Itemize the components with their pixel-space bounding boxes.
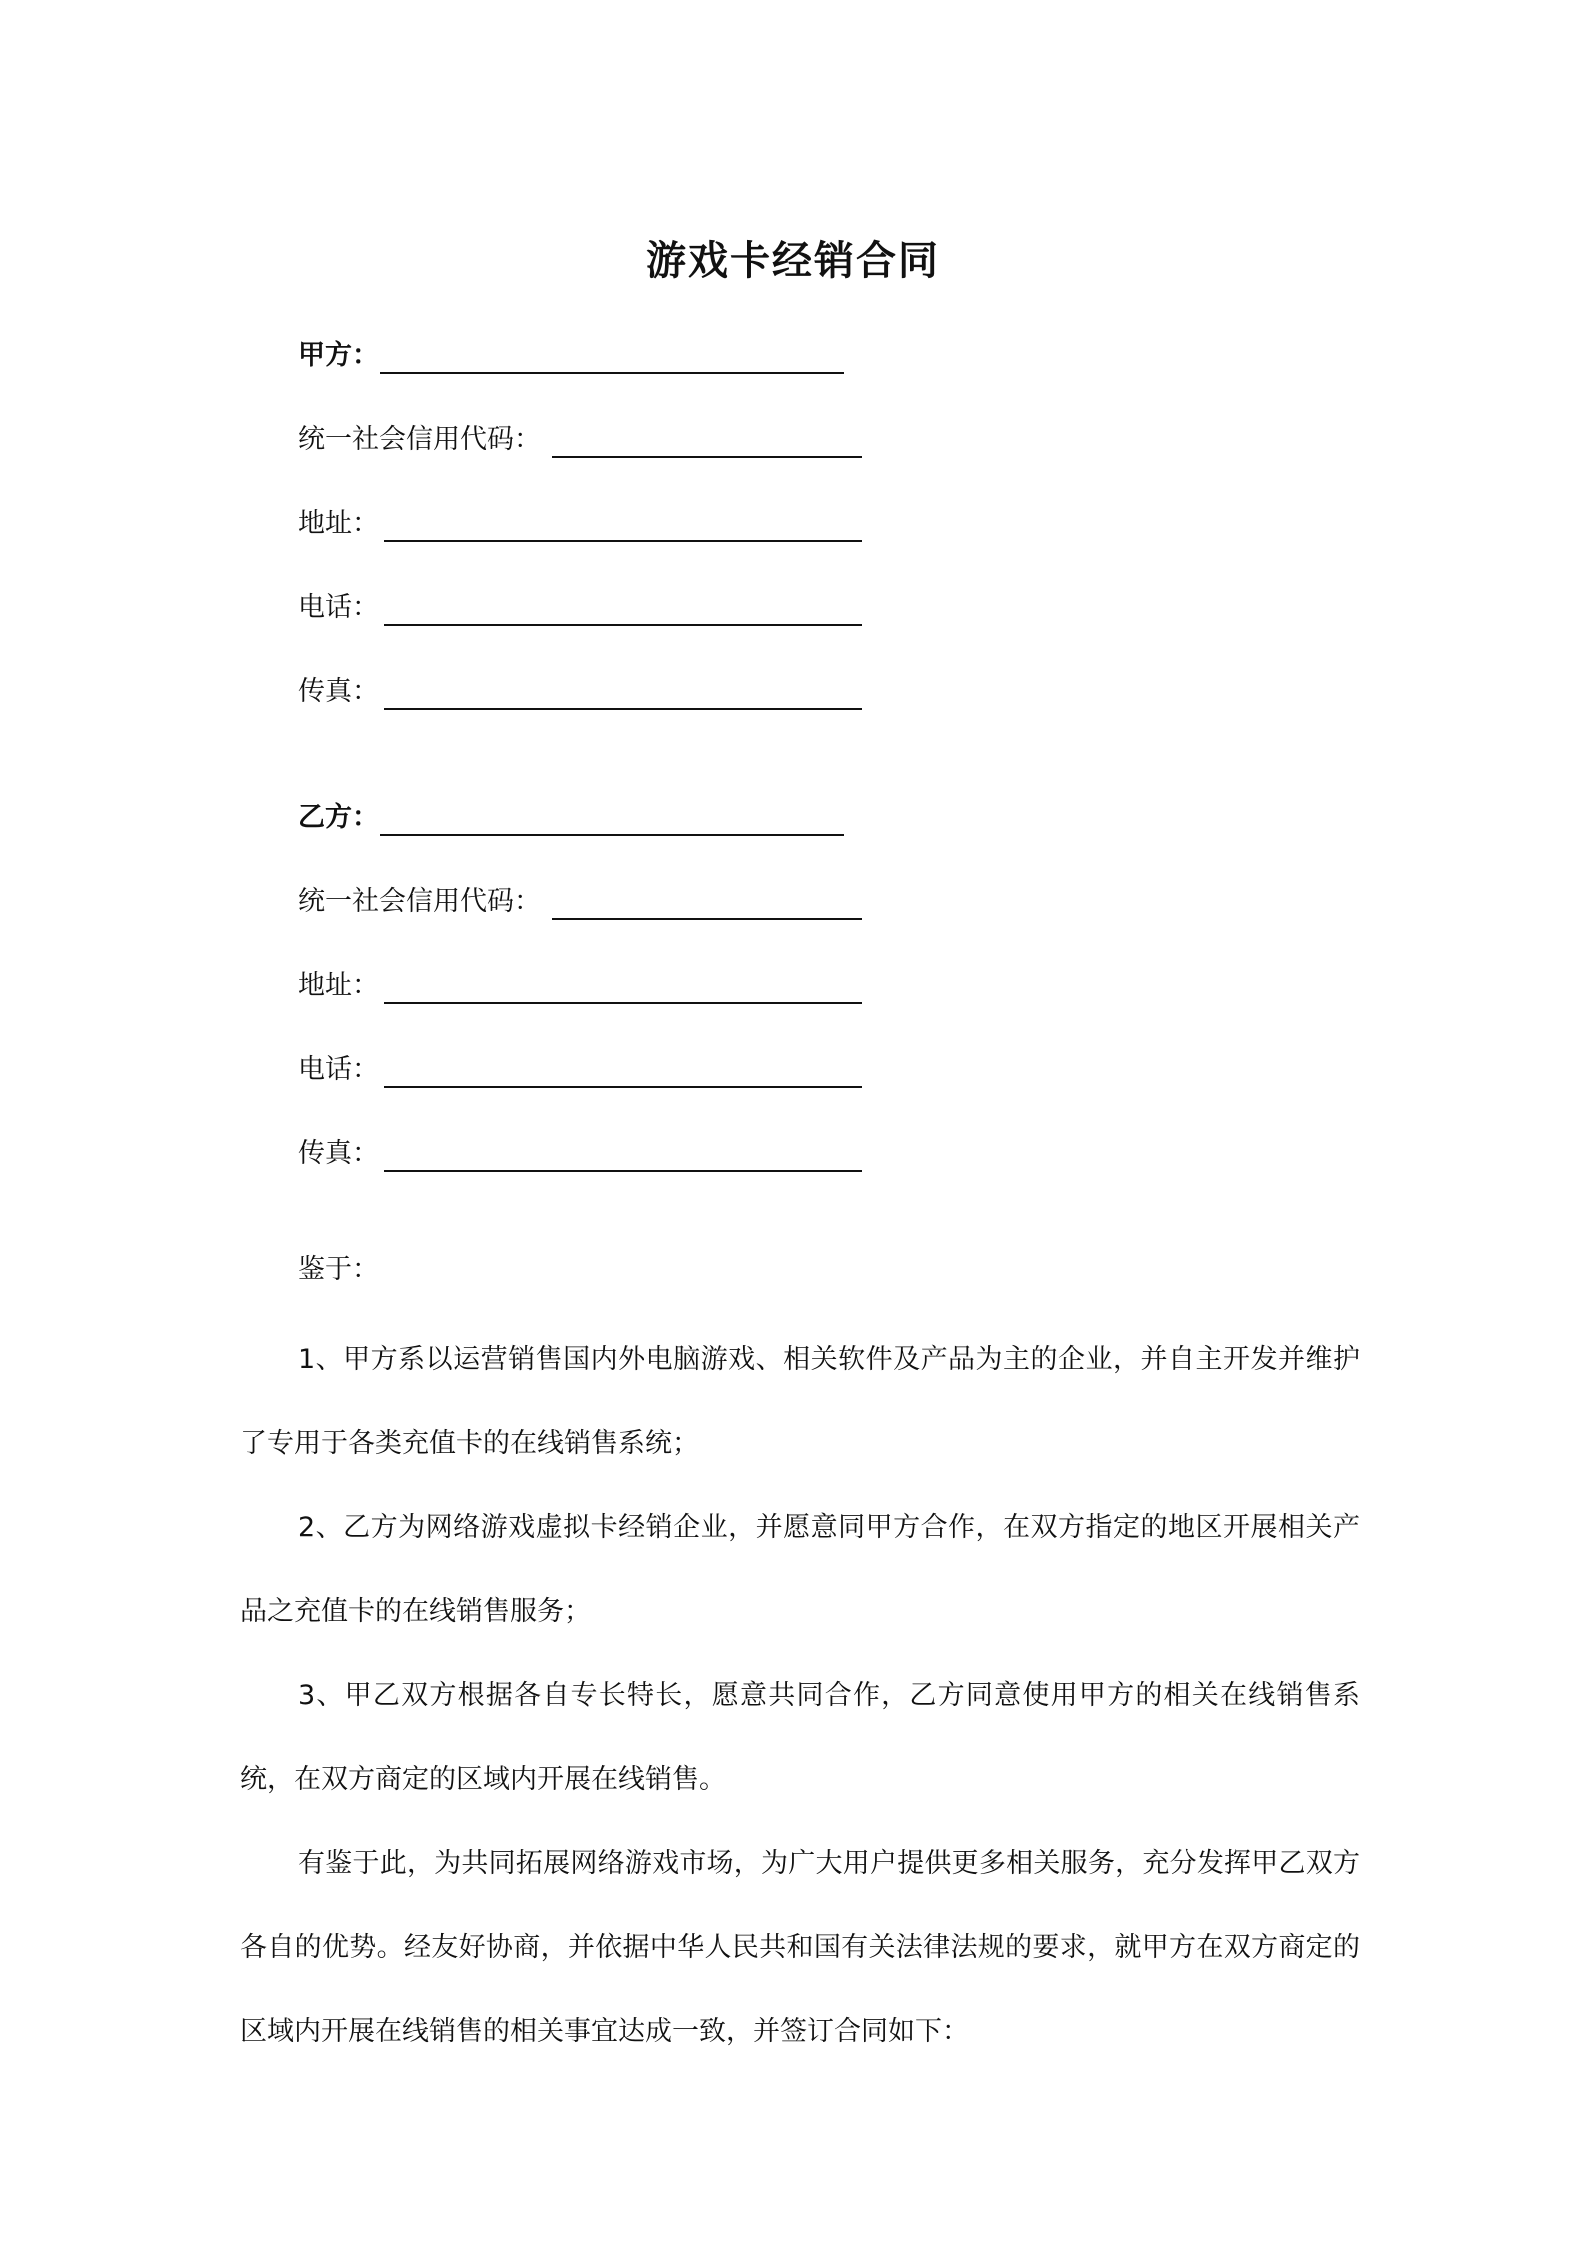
party-a-address-field[interactable] bbox=[384, 540, 862, 542]
party-a-address-label: 地址： bbox=[298, 507, 379, 539]
party-b-phone-label: 电话： bbox=[298, 1053, 379, 1085]
party-b-code-label: 统一社会信用代码： bbox=[298, 885, 541, 917]
party-b-name-label: 乙方： bbox=[298, 801, 379, 833]
party-a-phone-field[interactable] bbox=[384, 624, 862, 626]
party-b-name-field[interactable] bbox=[380, 834, 844, 836]
party-b-phone-field[interactable] bbox=[384, 1086, 862, 1088]
whereas-clause-2: 2、乙方为网络游戏虚拟卡经销企业，并愿意同甲方合作，在双方指定的地区开展相关产品之充值卡的在线销售服务； bbox=[240, 1512, 1360, 1627]
party-b-code-row bbox=[298, 876, 541, 920]
party-a-fax-field[interactable] bbox=[384, 708, 862, 710]
party-a-address-row bbox=[298, 498, 379, 542]
party-b-address-field[interactable] bbox=[384, 1002, 862, 1004]
party-b-fax-label: 传真： bbox=[298, 1137, 379, 1169]
party-a-phone-label: 电话： bbox=[298, 591, 379, 623]
party-a-name-row bbox=[298, 330, 379, 374]
whereas-clause-3: 3、甲乙双方根据各自专长特长，愿意共同合作，乙方同意使用甲方的相关在线销售系统，在双方商定的区域内开展在线销售。 bbox=[240, 1680, 1360, 1795]
party-b-name-row bbox=[298, 792, 379, 836]
party-a-fax-label: 传真： bbox=[298, 675, 379, 707]
party-b-fax-field[interactable] bbox=[384, 1170, 862, 1172]
party-b-fax-row bbox=[298, 1128, 379, 1172]
party-b-phone-row bbox=[298, 1044, 379, 1088]
party-a-fax-row bbox=[298, 666, 379, 710]
party-a-phone-row bbox=[298, 582, 379, 626]
party-b-code-field[interactable] bbox=[552, 918, 862, 920]
whereas-label: 鉴于： bbox=[298, 1254, 379, 1285]
party-b-address-row bbox=[298, 960, 379, 1004]
agreement-preamble: 有鉴于此，为共同拓展网络游戏市场，为广大用户提供更多相关服务，充分发挥甲乙双方各自的优势。经友好协商，并依据中华人民共和国有关法律法规的要求，就甲方在双方商定的区域内开展在线销售的相关事宜达成一致，并签订合同如下： bbox=[240, 1848, 1360, 2047]
party-b-address-label: 地址： bbox=[298, 969, 379, 1001]
party-a-code-field[interactable] bbox=[552, 456, 862, 458]
whereas-clause-1: 1、甲方系以运营销售国内外电脑游戏、相关软件及产品为主的企业，并自主开发并维护了专用于各类充值卡的在线销售系统； bbox=[240, 1344, 1360, 1459]
party-a-code-row bbox=[298, 414, 541, 458]
party-a-name-label: 甲方： bbox=[298, 339, 379, 371]
page-title: 游戏卡经销合同 bbox=[646, 238, 940, 284]
party-a-code-label: 统一社会信用代码： bbox=[298, 423, 541, 455]
party-a-name-field[interactable] bbox=[380, 372, 844, 374]
